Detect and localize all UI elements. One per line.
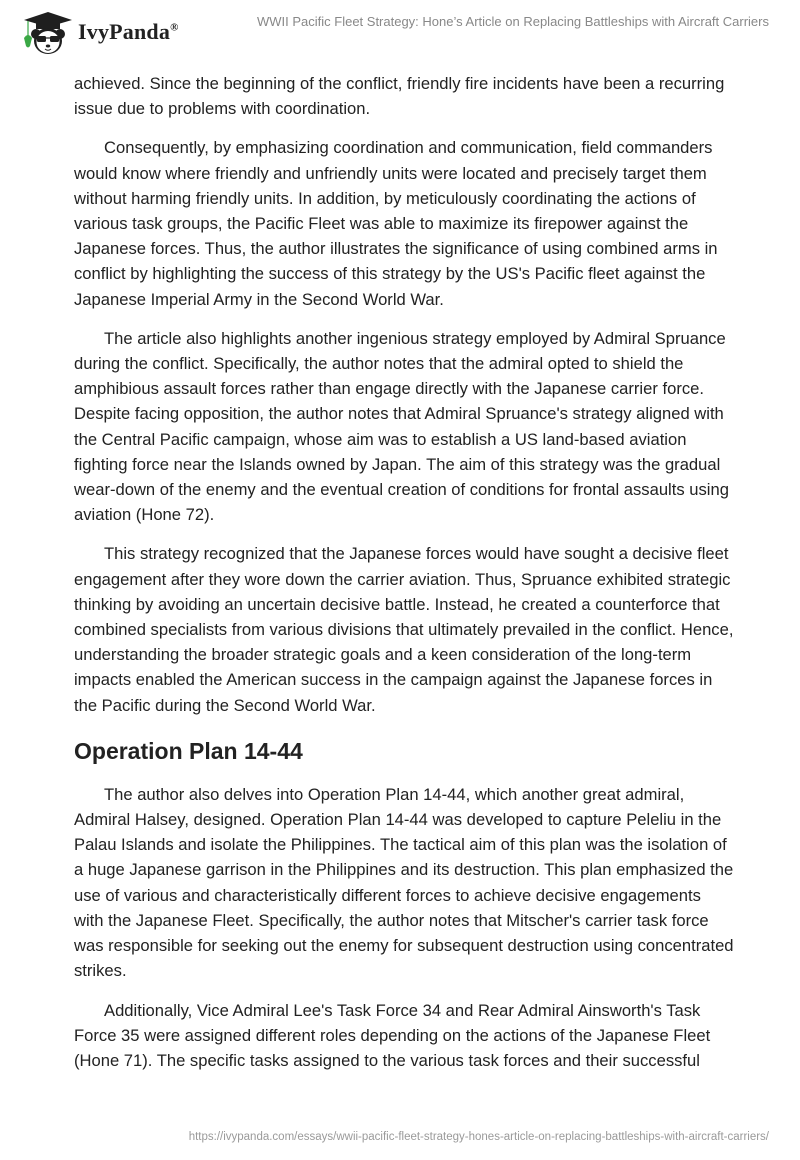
logo-wordmark: IvyPanda® [78,19,179,44]
paragraph: The author also delves into Operation Plan 14-44, which another great admiral, Admiral Halsey, designed. Operation Plan 14-44 was developed to capture Peleliu in the Palau Islands and isolate the Philippines. The tactical aim of this plan was the isolation of a huge Japanese garrison in the Philippines and its destruction. This plan emphasized the use of various and characteristically different forces to achieve decisive engagements with the Japanese Fleet. Specifically, the author notes that Mitscher's carrier task force was responsible for seeking out the enemy for subsequent destruction using concentrated strikes. [74,784,734,981]
paragraph: This strategy recognized that the Japanese forces would have sought a decisive fleet engagement after they wore down the carrier aviation. Thus, Spruance exhibited strategic thinking by avoiding an uncertain decisive battle. Instead, he created a counterforce that combined specialists from various divisions that ultimately prevailed in the conflict. Hence, understanding the broader strategic goals and a keen consideration of the long-term impacts enabled the American success in the campaign against the Japanese forces in the Pacific during the Second World War. [74,544,734,715]
ivypanda-logo[interactable] [18,8,179,56]
document-title: WWII Pacific Fleet Strategy: Hone’s Article on Replacing Battleships with Aircraft Carriers [256,14,769,29]
paragraph: achieved. Since the beginning of the conflict, friendly fire incidents have been a recurring issue due to problems with coordination. [74,74,725,119]
page-header [0,0,800,60]
essay-body [74,71,734,1087]
paragraph: Consequently, by emphasizing coordination and communication, field commanders would know where friendly and unfriendly units were located and precisely target them without harming friendly units. In addition, by meticulously coordinating the actions of various task groups, the Pacific Fleet was able to maximize its firepower against the Japanese forces. Thus, the author illustrates the significance of using combined arms in conflict by highlighting the success of this strategy by the US's Pacific fleet against the Japanese Imperial Army in the Second World War. [74,138,718,309]
panda-graduate-icon [18,8,74,56]
paragraph: The article also highlights another ingenious strategy employed by Admiral Spruance during the conflict. Specifically, the author notes that the admiral opted to shield the amphibious assault forces rather than engage directly with the Japanese carrier force. Despite facing opposition, the author notes that Admiral Spruance's strategy aligned with the Central Pacific campaign, whose aim was to establish a US land-based aviation fighting force near the Islands owned by Japan. The aim of this strategy was the gradual wear-down of the enemy and the eventual creation of conditions for frontal assaults using aviation (Hone 72). [74,328,729,525]
section-heading: Operation Plan 14-44 [74,737,303,764]
source-url-link[interactable]: https://ivypanda.com/essays/wwii-pacific-fleet-strategy-hones-article-on-replacing-battleships-with-aircraft-carriers/ [188,1131,769,1143]
paragraph: Additionally, Vice Admiral Lee's Task Force 34 and Rear Admiral Ainsworth's Task Force 35 were assigned different roles depending on the actions of the Japanese Fleet (Hone 71). The specific tasks assigned to the various task forces and their successful [74,1000,711,1070]
